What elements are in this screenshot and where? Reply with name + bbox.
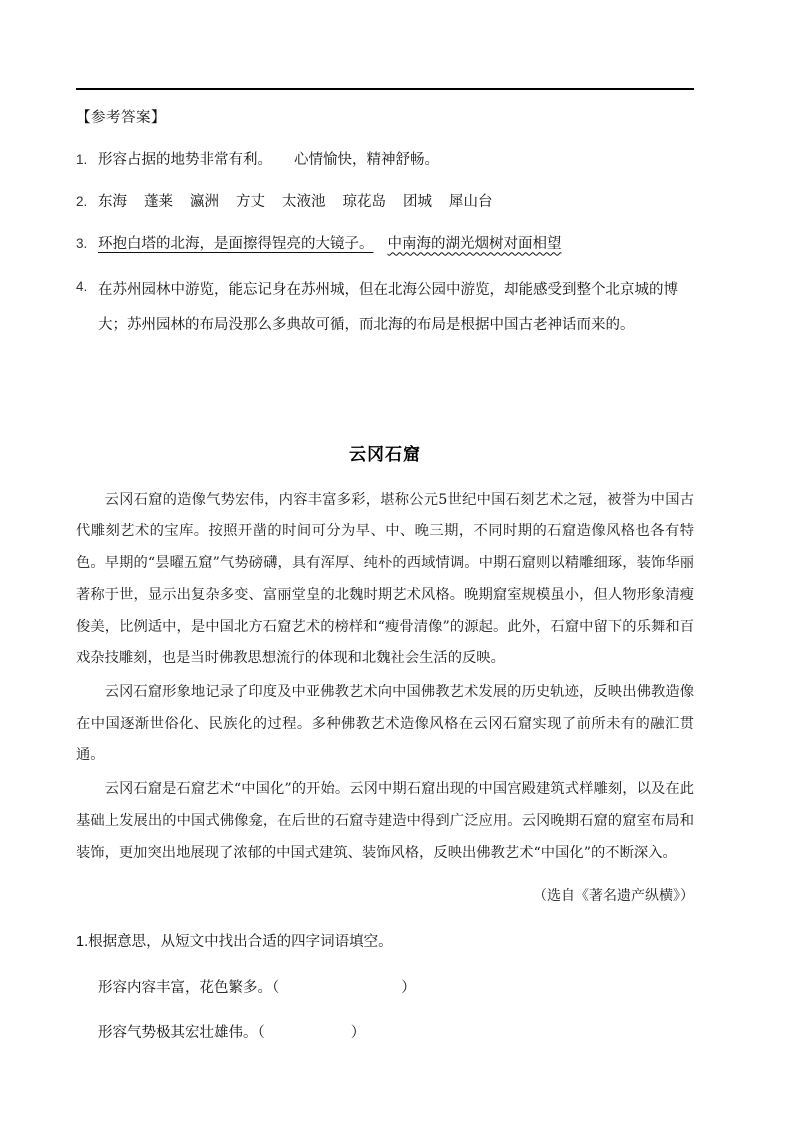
answer-item-4-number: 4. [76,278,88,294]
answer-term: 太液池 [282,194,326,211]
article-body [76,485,694,870]
answer-item-3-text [98,230,694,258]
article-title: 云冈石窟 [349,444,421,464]
answer-term: 团城 [403,194,432,211]
article-attribution: （选自《著名遗产纵横》） [533,888,694,905]
question-1-sub-item-1-prompt: 形容内容丰富，花色繁多。（ [98,979,280,996]
answer-key-section [76,108,694,344]
article-section [76,440,694,906]
answer-item-3-number: 3. [76,236,88,252]
answer-item-2-number: 2. [76,194,88,210]
answer-item-4-text: 在苏州园林中游览，能忘记身在苏州城，但在北海公园中游览，却能感受到整个北京城的博大；苏州园林的布局没那么多典故可循，而北海的布局是根据中国古老神话而来的。 [98,281,678,334]
question-1-sub-item-1-close-paren: ） [401,979,416,996]
article-paragraph: 云冈石窟的造像气势宏伟，内容丰富多彩，堪称公元5世纪中国石刻艺术之冠，被誉为中国古代雕刻艺术的宝库。按照开凿的时间可分为早、中、晚三期，不同时期的石窟造像风格也各有特色。早期的“昙曜五窟”气势磅礴，具有浑厚、纯朴的西域情调。中期石窟则以精雕细琢，装饰华丽著称于世，显示出复杂多变、富丽堂皇的北魏时期艺术风格。晚期窟室规模虽小，但人物形象清瘦俊美，比例适中，是中国北方石窟艺术的榜样和“瘦骨清像”的源起。此外，石窟中留下的乐舞和百戏杂技雕刻，也是当时佛教思想流行的体现和北魏社会生活的反映。 [76,491,694,667]
question-1-sub-item-2-prompt: 形容气势极其宏壮雄伟。（ [98,1024,265,1041]
answer-term: 琼花岛 [342,194,386,211]
answer-item-1 [76,146,694,174]
article-paragraph: 云冈石窟形象地记录了印度及中亚佛教艺术向中国佛教艺术发展的历史轨迹，反映出佛教造像在中国逐渐世俗化、民族化的过程。多种佛教艺术造像风格在云冈石窟实现了前所未有的融汇贯通。 [76,683,694,764]
question-1-sub-item-1 [76,977,694,1000]
answer-item-1-number: 1. [76,151,88,167]
answer-term: 瀛洲 [190,194,219,211]
header-divider-rule [76,88,694,90]
answer-term: 蓬莱 [144,194,173,211]
answer-term: 犀山台 [449,194,493,211]
answer-item-4 [76,273,694,344]
answer-item-3-part-a-underlined: 环抱白塔的北海，是面擦得锃亮的大镜子。 [98,236,374,253]
answer-item-2-term-list [98,188,694,216]
questions-section [76,931,694,1045]
answer-item-1-part-b: 心情愉快，精神舒畅。 [294,151,439,168]
question-1-sub-item-2 [76,1022,694,1045]
answer-item-3 [76,230,694,258]
answer-item-3-part-b-wavy-underlined: 中南海的湖光烟树对面相望 [387,236,562,253]
answer-term: 方丈 [236,194,265,211]
answer-key-heading: 【参考答案】 [76,110,166,126]
question-1-sub-item-2-close-paren: ） [350,1024,366,1041]
content-column [76,88,694,1067]
answer-item-1-text [98,146,694,174]
question-1-stem: 1.根据意思，从短文中找出合适的四字词语填空。 [76,934,393,951]
answer-item-1-part-a: 形容占据的地势非常有利。 [98,151,272,168]
answer-term: 东海 [98,194,127,211]
answer-item-2 [76,188,694,216]
article-paragraph: 云冈石窟是石窟艺术“中国化”的开始。云冈中期石窟出现的中国宫殿建筑式样雕刻，以及在此基础上发展出的中国式佛像龛，在后世的石窟寺建造中得到广泛应用。云冈晚期石窟的窟室布局和装饰，更加突出地展现了浓郁的中国式建筑、装饰风格，反映出佛教艺术“中国化”的不断深入。 [76,781,694,861]
